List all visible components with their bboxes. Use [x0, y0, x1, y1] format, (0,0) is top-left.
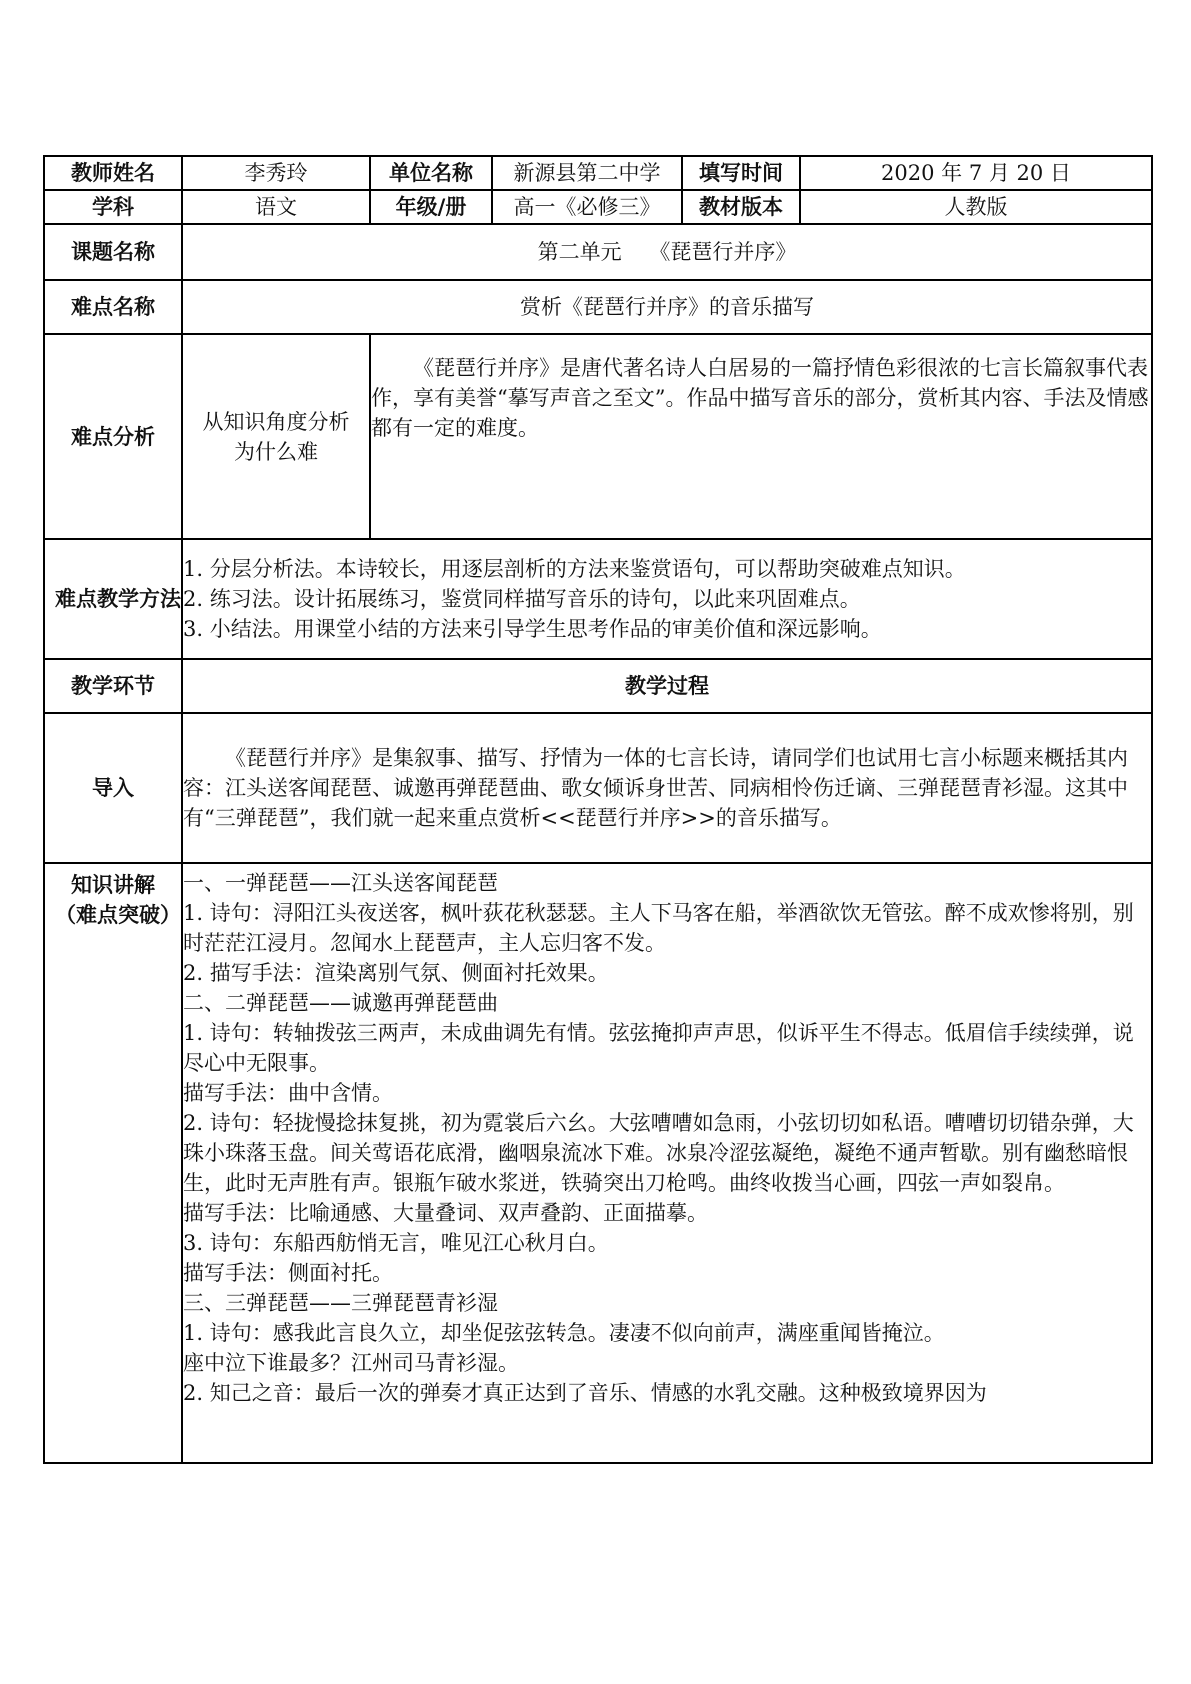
edition-value: 人教版 — [800, 190, 1152, 224]
topic-label: 课题名称 — [44, 224, 182, 280]
knowledge-line: 描写手法：侧面衬托。 — [183, 1261, 393, 1285]
method-item-3: 3. 小结法。用课堂小结的方法来引导学生思考作品的审美价值和深远影响。 — [183, 617, 882, 641]
intro-cell — [182, 713, 1152, 863]
intro-text: 《琵琶行并序》是集叙事、描写、抒情为一体的七言长诗，请同学们也试用七言小标题来概括其内容：江头送客闻琵琶、诚邀再弹琵琶曲、歌女倾诉身世苦、同病相怜伤迁谪、三弹琵琶青衫湿。这其中有“三弹琵琶”，我们就一起来重点赏析<<琵琶行并序>>的音乐描写。 — [183, 746, 1128, 830]
knowledge-line: 2. 描写手法：渲染离别气氛、侧面衬托效果。 — [183, 961, 609, 985]
teacher-name-label: 教师姓名 — [44, 156, 182, 190]
knowledge-cell — [182, 863, 1152, 1463]
teacher-name-value: 李秀玲 — [182, 156, 370, 190]
subject-value: 语文 — [182, 190, 370, 224]
knowledge-line: 描写手法：比喻通感、大量叠词、双声叠韵、正面描摹。 — [183, 1201, 708, 1225]
edition-label: 教材版本 — [682, 190, 800, 224]
intro-label: 导入 — [44, 713, 182, 863]
lesson-plan-table — [43, 155, 1153, 1464]
fill-date-value: 2020 年 7 月 20 日 — [800, 156, 1152, 190]
subject-label: 学科 — [44, 190, 182, 224]
topic-value: 第二单元 《琵琶行并序》 — [182, 224, 1152, 280]
grade-label: 年级/册 — [370, 190, 492, 224]
unit-name-label: 单位名称 — [370, 156, 492, 190]
knowledge-line: 1. 诗句：转轴拨弦三两声，未成曲调先有情。弦弦掩抑声声思，似诉平生不得志。低眉信手续续弹，说尽心中无限事。 — [183, 1021, 1134, 1075]
knowledge-line: 1. 诗句：浔阳江头夜送客，枫叶荻花秋瑟瑟。主人下马客在船，举酒欲饮无管弦。醉不成欢惨将别，别时茫茫江浸月。忽闻水上琵琶声，主人忘归客不发。 — [183, 901, 1134, 955]
process-header: 教学过程 — [182, 659, 1152, 713]
stage-header: 教学环节 — [44, 659, 182, 713]
unit-name-value: 新源县第二中学 — [492, 156, 682, 190]
methods-label: 难点教学方法 — [44, 539, 182, 659]
knowledge-line: 二、二弹琵琶——诚邀再弹琵琶曲 — [183, 991, 498, 1015]
knowledge-line: 2. 诗句：轻拢慢捻抹复挑，初为霓裳后六幺。大弦嘈嘈如急雨，小弦切切如私语。嘈嘈切切错杂弹，大珠小珠落玉盘。间关莺语花底滑，幽咽泉流冰下难。冰泉冷涩弦凝绝，凝绝不通声暂歇。别有幽愁暗恨生，此时无声胜有声。银瓶乍破水浆迸，铁骑突出刀枪鸣。曲终收拨当心画，四弦一声如裂帛。 — [183, 1111, 1134, 1195]
analysis-text-cell — [370, 334, 1152, 539]
knowledge-line: 一、一弹琵琶——江头送客闻琵琶 — [183, 871, 498, 895]
difficulty-label: 难点名称 — [44, 280, 182, 334]
knowledge-line: 三、三弹琵琶——三弹琵琶青衫湿 — [183, 1291, 498, 1315]
analysis-text: 《琵琶行并序》是唐代著名诗人白居易的一篇抒情色彩很浓的七言长篇叙事代表作，享有美誉“摹写声音之至文”。作品中描写音乐的部分，赏析其内容、手法及情感都有一定的难度。 — [371, 356, 1149, 440]
analysis-label: 难点分析 — [44, 334, 182, 539]
grade-value: 高一《必修三》 — [492, 190, 682, 224]
method-item-2: 2. 练习法。设计拓展练习，鉴赏同样描写音乐的诗句，以此来巩固难点。 — [183, 587, 861, 611]
knowledge-label: 知识讲解（难点突破） — [44, 863, 182, 1463]
fill-date-label: 填写时间 — [682, 156, 800, 190]
knowledge-line: 3. 诗句：东船西舫悄无言，唯见江心秋月白。 — [183, 1231, 609, 1255]
knowledge-line: 2. 知己之音：最后一次的弹奏才真正达到了音乐、情感的水乳交融。这种极致境界因为 — [183, 1381, 987, 1405]
methods-cell — [182, 539, 1152, 659]
knowledge-line: 描写手法：曲中含情。 — [183, 1081, 393, 1105]
knowledge-line: 1. 诗句：感我此言良久立，却坐促弦弦转急。凄凄不似向前声，满座重闻皆掩泣。 — [183, 1321, 945, 1345]
method-item-1: 1. 分层分析法。本诗较长，用逐层剖析的方法来鉴赏语句，可以帮助突破难点知识。 — [183, 557, 966, 581]
analysis-sub-label: 从知识角度分析为什么难 — [182, 334, 370, 539]
knowledge-line: 座中泣下谁最多？江州司马青衫湿。 — [183, 1351, 519, 1375]
difficulty-value: 赏析《琵琶行并序》的音乐描写 — [182, 280, 1152, 334]
